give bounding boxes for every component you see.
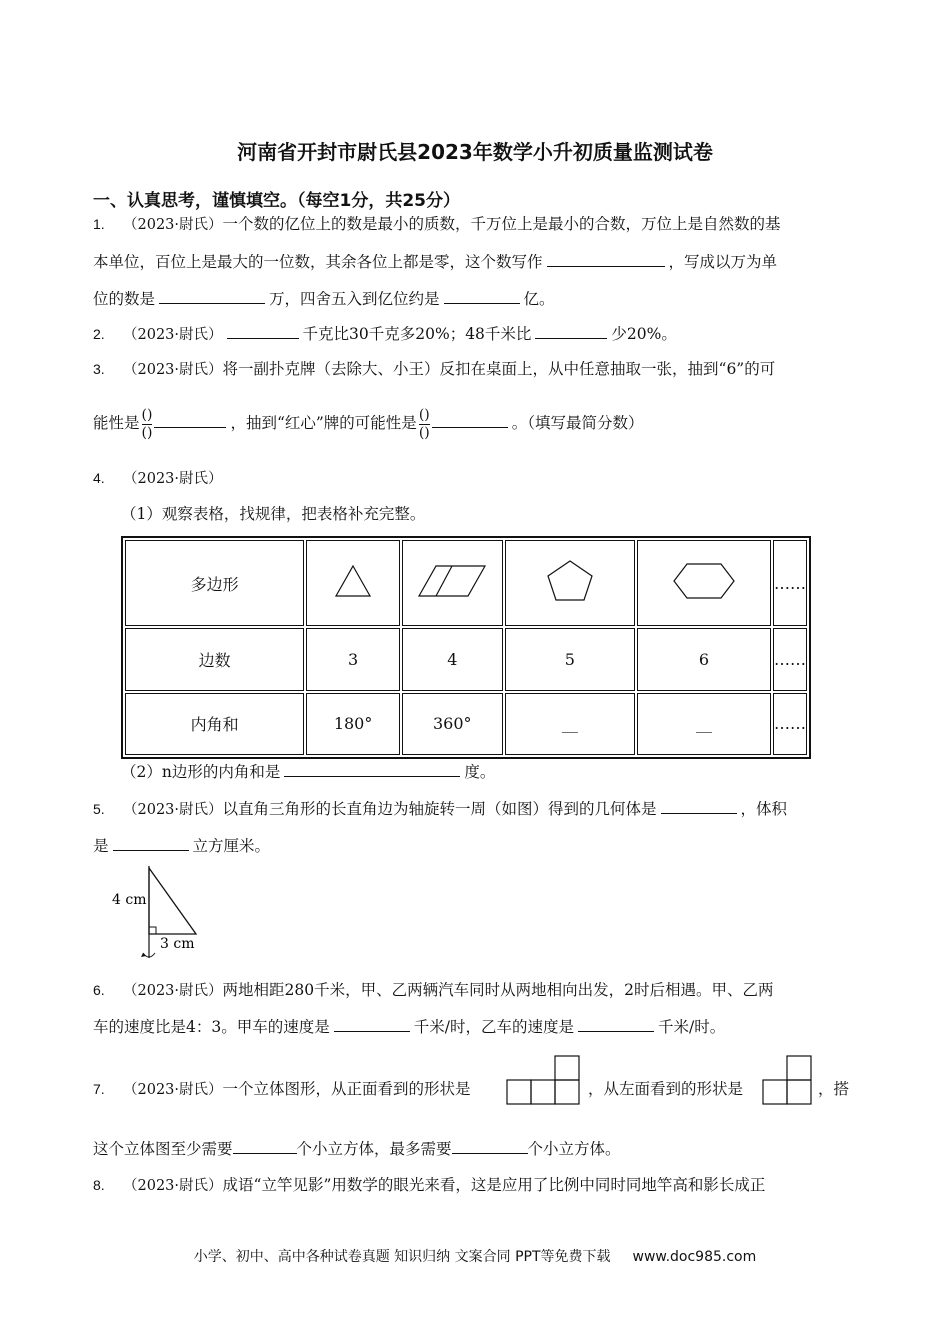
q2-text-b: 少20%。: [611, 325, 677, 343]
q5-blank-volume[interactable]: [113, 849, 189, 851]
q3-text-1: 将一副扑克牌（去除大、小王）反扣在桌面上，从中任意抽取一张，抽到“6”的可: [222, 360, 776, 378]
q6-line-2: [93, 1020, 725, 1036]
q7-blank-max[interactable]: [452, 1152, 528, 1154]
label-4cm: 4 cm: [112, 892, 147, 908]
pentagon-icon: [545, 559, 595, 603]
angle-hexagon-blank[interactable]: __: [637, 693, 771, 755]
q7-text-1b: ，从左面看到的形状是: [588, 1080, 744, 1098]
q2-blank-2[interactable]: [535, 337, 607, 339]
footer-text: 小学、初中、高中各种试卷真题 知识归纳 文案合同 PPT等免费下载: [193, 1249, 611, 1265]
q1-line-3: [93, 292, 555, 308]
q7-text-1a: 一个立体图形，从正面看到的形状是: [222, 1080, 471, 1098]
q7-number: 7.: [93, 1081, 105, 1097]
page-title: 河南省开封市尉氏县2023年数学小升初质量监测试卷: [237, 140, 713, 164]
sides-6: 6: [637, 628, 771, 690]
q5-line-2: [93, 839, 270, 855]
q6-line-1: [93, 983, 773, 999]
q4-number: 4.: [93, 470, 105, 486]
q5-text-1b: ，体积: [740, 800, 788, 818]
q3-frac2-num: (): [418, 407, 430, 423]
angle-triangle: 180°: [306, 693, 400, 755]
q5-text-1a: 以直角三角形的长直角边为轴旋转一周（如图）得到的几何体是: [222, 800, 657, 818]
polygon-table: [121, 536, 811, 759]
q2-tag: （2023·尉氏）: [123, 327, 223, 343]
hexagon-cell: [637, 540, 771, 626]
q5-tag: （2023·尉氏）: [123, 802, 223, 818]
section-heading: 一、认真思考，谨慎填空。（每空1分，共25分）: [93, 191, 460, 211]
q6-blank-jia[interactable]: [334, 1030, 410, 1032]
right-triangle-figure: [108, 862, 208, 966]
q1-text-3a: 位的数是: [93, 290, 156, 308]
q3-frac1-den: (): [141, 424, 153, 441]
q5-text-2a: 是: [93, 837, 109, 855]
q3-tag: （2023·尉氏）: [123, 362, 223, 378]
left-view-figure: [762, 1053, 814, 1105]
q1-blank-yi[interactable]: [444, 302, 520, 304]
q6-blank-yi[interactable]: [578, 1030, 654, 1032]
q7-text-1c: ，搭: [818, 1080, 850, 1098]
hexagon-icon: [671, 561, 737, 601]
q7-line-1: [93, 1082, 471, 1098]
sides-4: 4: [402, 628, 503, 690]
q2-line: [93, 327, 677, 343]
q2-number: 2.: [93, 326, 105, 342]
q1-text-3c: 亿。: [523, 290, 555, 308]
sides-3: 3: [306, 628, 400, 690]
q1-text-2a: 本单位，百位上是最大的一位数，其余各位上都是零，这个数写作: [93, 253, 543, 271]
q1-blank-wan[interactable]: [159, 302, 265, 304]
q4-line: [93, 471, 223, 487]
footer-url[interactable]: www.doc985.com: [632, 1249, 757, 1265]
q8-tag: （2023·尉氏）: [123, 1178, 223, 1194]
q8-number: 8.: [93, 1177, 105, 1193]
q4-text-2b: 度。: [464, 763, 496, 781]
q7-tag: （2023·尉氏）: [123, 1082, 223, 1098]
q3-text-2c: 。（填写最简分数）: [511, 414, 644, 433]
parallelogram-icon: [416, 563, 488, 599]
angle-quadrilateral: 360°: [402, 693, 503, 755]
q2-blank-1[interactable]: [227, 337, 299, 339]
q1-line-1: [93, 217, 781, 233]
q7-text-2c: 个小立方体。: [527, 1140, 621, 1158]
row-label-sides: 边数: [125, 628, 304, 690]
triangle-cell: [306, 540, 400, 626]
ellipsis-cell-3: ……: [773, 693, 807, 755]
q4-text-2a: （2）n边形的内角和是: [121, 763, 281, 781]
q7-blank-min[interactable]: [233, 1152, 297, 1154]
q5-text-2b: 立方厘米。: [192, 837, 271, 855]
q6-tag: （2023·尉氏）: [123, 983, 223, 999]
q3-frac2-den: (): [418, 424, 430, 441]
row-label-polygon: 多边形: [125, 540, 304, 626]
q6-text-2c: 千米/时。: [657, 1018, 726, 1036]
q3-blank-2[interactable]: [432, 426, 508, 428]
triangle-shape: [149, 868, 196, 934]
front-view-figure: [506, 1053, 582, 1105]
q3-line-2: [93, 408, 644, 440]
q4-part2: [121, 765, 495, 781]
q3-fraction-2: [419, 408, 430, 440]
pentagon-cell: [505, 540, 635, 626]
q5-line-1: [93, 802, 787, 818]
label-3cm: 3 cm: [160, 936, 195, 952]
q1-text-2b: ，写成以万为单: [668, 253, 778, 271]
q4-blank-n[interactable]: [284, 775, 460, 777]
row-label-angles: 内角和: [125, 693, 304, 755]
q7-line-2: [93, 1142, 621, 1158]
q7-text-2b: 个小立方体，最多需要: [296, 1140, 452, 1158]
q3-line-1: [93, 362, 775, 378]
q6-text-2a: 车的速度比是4：3。甲车的速度是: [93, 1018, 330, 1036]
q6-text-1: 两地相距280千米，甲、乙两辆汽车同时从两地相向出发，2时后相遇。甲、乙两: [222, 981, 774, 999]
q7-text-2a: 这个立体图至少需要: [93, 1140, 233, 1158]
q1-blank-number[interactable]: [547, 265, 665, 267]
q6-number: 6.: [93, 982, 105, 998]
q3-text-2b: ，抽到“红心”牌的可能性是: [230, 414, 417, 433]
q1-line-2: [93, 255, 777, 271]
ellipsis-cell-1: ……: [773, 540, 807, 626]
q3-frac1-num: (): [141, 407, 153, 423]
page-footer: [0, 1246, 950, 1266]
sides-5: 5: [505, 628, 635, 690]
ellipsis-cell-2: ……: [773, 628, 807, 690]
q4-tag: （2023·尉氏）: [123, 471, 223, 487]
q2-text-a: 千克比30千克多20%；48千米比: [302, 325, 532, 343]
q1-tag: （2023·尉氏）: [123, 217, 223, 233]
q1-text-3b: 万，四舍五入到亿位约是: [269, 290, 440, 308]
q8-text-1: 成语“立竿见影”用数学的眼光来看，这是应用了比例中同时同地竿高和影长成正: [222, 1176, 766, 1194]
q6-text-2b: 千米/时，乙车的速度是: [413, 1018, 574, 1036]
q3-text-2a: 能性是: [93, 414, 140, 433]
q1-text-1: 一个数的亿位上的数是最小的质数，千万位上是最小的合数，万位上是自然数的基: [222, 215, 781, 233]
q5-blank-solid[interactable]: [661, 812, 737, 814]
q3-blank-1[interactable]: [154, 426, 226, 428]
q3-number: 3.: [93, 361, 105, 377]
q4-part1: （1）观察表格，找规律，把表格补充完整。: [121, 505, 426, 523]
triangle-icon: [333, 563, 373, 599]
angle-pentagon-blank[interactable]: __: [505, 693, 635, 755]
q3-fraction-1: [142, 408, 153, 440]
quadrilateral-cell: [402, 540, 503, 626]
q5-number: 5.: [93, 801, 105, 817]
q1-number: 1.: [93, 216, 105, 232]
q8-line-1: [93, 1178, 765, 1194]
